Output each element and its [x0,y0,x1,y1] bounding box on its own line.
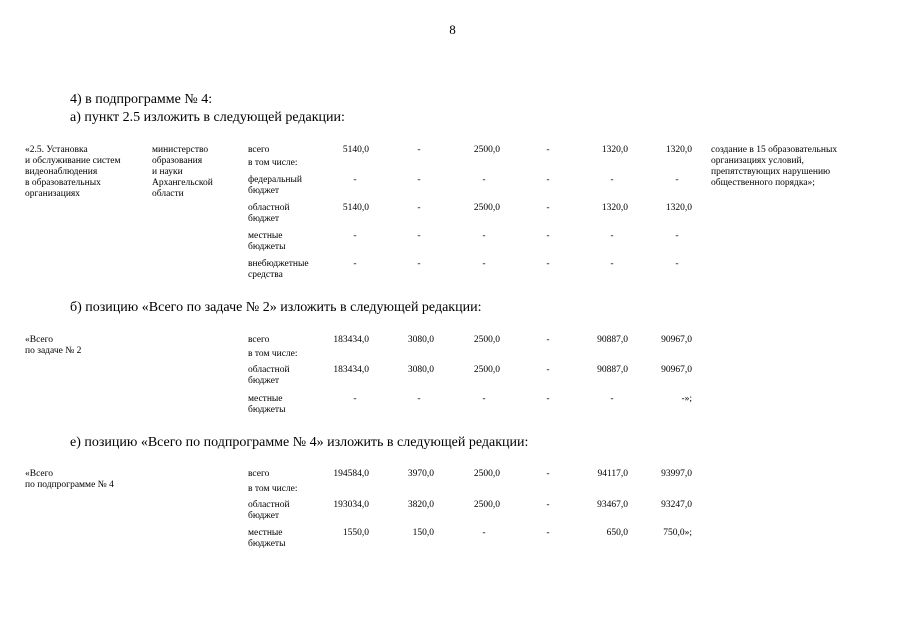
value-cell: - [546,145,550,155]
executor-cell: министерство [152,145,209,155]
value-cell: 2500,0 [473,365,500,375]
value-cell: - [353,394,357,404]
value-cell: - [675,259,679,269]
value-cell: 1320,0 [601,203,628,213]
value-cell: 650,0 [606,528,628,538]
value-cell: 1550,0 [342,528,369,538]
executor-cell: и науки [152,167,183,177]
value-cell: - [482,528,486,538]
value-cell: - [353,231,357,241]
value-cell: 750,0»; [663,528,692,538]
value-cell: - [546,259,550,269]
value-cell: - [610,175,614,185]
value-cell: 3080,0 [407,365,434,375]
value-cell: 1320,0 [601,145,628,155]
value-cell: - [610,231,614,241]
value-cell: 90887,0 [597,365,628,375]
value-cell: - [417,394,421,404]
heading-task-2-total: б) позицию «Всего по задаче № 2» изложить в следующей редакции: [70,300,482,315]
value-cell: 90967,0 [661,335,692,345]
value-cell: - [546,335,550,345]
row-label-cell: местные [248,394,283,404]
value-cell: - [546,175,550,185]
value-cell: 90887,0 [597,335,628,345]
result-cell: общественного порядка»; [711,178,815,188]
value-cell: -»; [681,394,692,404]
row-label-cell: бюджеты [248,539,286,549]
value-cell: - [417,203,421,213]
value-cell: 1320,0 [665,203,692,213]
item-name-cell: видеонаблюдения [25,167,98,177]
row-label-cell: всего [248,145,270,155]
value-cell: - [546,394,550,404]
item-name-cell: «Всего [25,335,54,345]
row-label-cell: бюджет [248,511,280,521]
row-label-cell: областной [248,365,290,375]
value-cell: - [482,394,486,404]
value-cell: 183434,0 [333,335,369,345]
value-cell: 5140,0 [342,145,369,155]
value-cell: - [546,469,550,479]
value-cell: - [675,231,679,241]
item-name-cell: по задаче № 2 [25,346,82,356]
heading-subprogram-total: е) позицию «Всего по подпрограмме № 4» изложить в следующей редакции: [70,435,529,450]
heading-subprogram: 4) в подпрограмме № 4: [70,92,213,107]
row-label-cell: местные [248,231,283,241]
value-cell: - [546,231,550,241]
item-name-cell: «2.5. Установка [25,145,88,155]
value-cell: 193034,0 [333,500,369,510]
row-label-cell: бюджеты [248,242,286,252]
executor-cell: образования [152,156,203,166]
value-cell: 94117,0 [597,469,628,479]
executor-cell: Архангельской [152,178,213,188]
value-cell: 3080,0 [407,335,434,345]
value-cell: - [546,365,550,375]
value-cell: 3820,0 [407,500,434,510]
item-name-cell: по подпрограмме № 4 [25,480,114,490]
value-cell: - [675,175,679,185]
value-cell: 93467,0 [597,500,628,510]
value-cell: 1320,0 [665,145,692,155]
value-cell: - [353,175,357,185]
value-cell: 93997,0 [661,469,692,479]
row-label-cell: в том числе: [248,484,298,494]
value-cell: - [610,259,614,269]
value-cell: 93247,0 [661,500,692,510]
result-cell: препятствующих нарушению [711,167,831,177]
row-label-cell: в том числе: [248,158,298,168]
value-cell: - [546,203,550,213]
value-cell: 2500,0 [473,500,500,510]
value-cell: 2500,0 [473,335,500,345]
value-cell: 2500,0 [473,203,500,213]
value-cell: - [417,145,421,155]
page-number: 8 [449,22,456,37]
value-cell: - [482,175,486,185]
row-label-cell: областной [248,203,290,213]
value-cell: 3970,0 [407,469,434,479]
value-cell: - [482,259,486,269]
value-cell: 183434,0 [333,365,369,375]
value-cell: 150,0 [412,528,434,538]
row-label-cell: внебюджетные [248,259,309,269]
item-name-cell: и обслуживание систем [25,156,121,166]
value-cell: 5140,0 [342,203,369,213]
result-cell: создание в 15 образовательных [711,145,838,155]
value-cell: - [417,231,421,241]
row-label-cell: всего [248,335,270,345]
row-label-cell: в том числе: [248,349,298,359]
item-name-cell: «Всего [25,469,54,479]
row-label-cell: бюджет [248,376,280,386]
row-label-cell: местные [248,528,283,538]
value-cell: - [610,394,614,404]
row-label-cell: всего [248,469,270,479]
row-label-cell: средства [248,270,283,280]
executor-cell: области [152,189,184,199]
heading-item-2-5: а) пункт 2.5 изложить в следующей редакции: [70,110,345,125]
value-cell: - [482,231,486,241]
row-label-cell: бюджет [248,186,280,196]
item-name-cell: организациях [25,189,81,199]
item-name-cell: в образовательных [25,178,101,188]
result-cell: организациях условий, [711,156,804,166]
value-cell: 2500,0 [473,145,500,155]
value-cell: - [546,500,550,510]
value-cell: 90967,0 [661,365,692,375]
value-cell: - [353,259,357,269]
value-cell: - [546,528,550,538]
value-cell: - [417,175,421,185]
row-label-cell: бюджет [248,214,280,224]
row-label-cell: областной [248,500,290,510]
value-cell: 194584,0 [333,469,369,479]
value-cell: 2500,0 [473,469,500,479]
value-cell: - [417,259,421,269]
row-label-cell: бюджеты [248,405,286,415]
row-label-cell: федеральный [248,175,302,185]
